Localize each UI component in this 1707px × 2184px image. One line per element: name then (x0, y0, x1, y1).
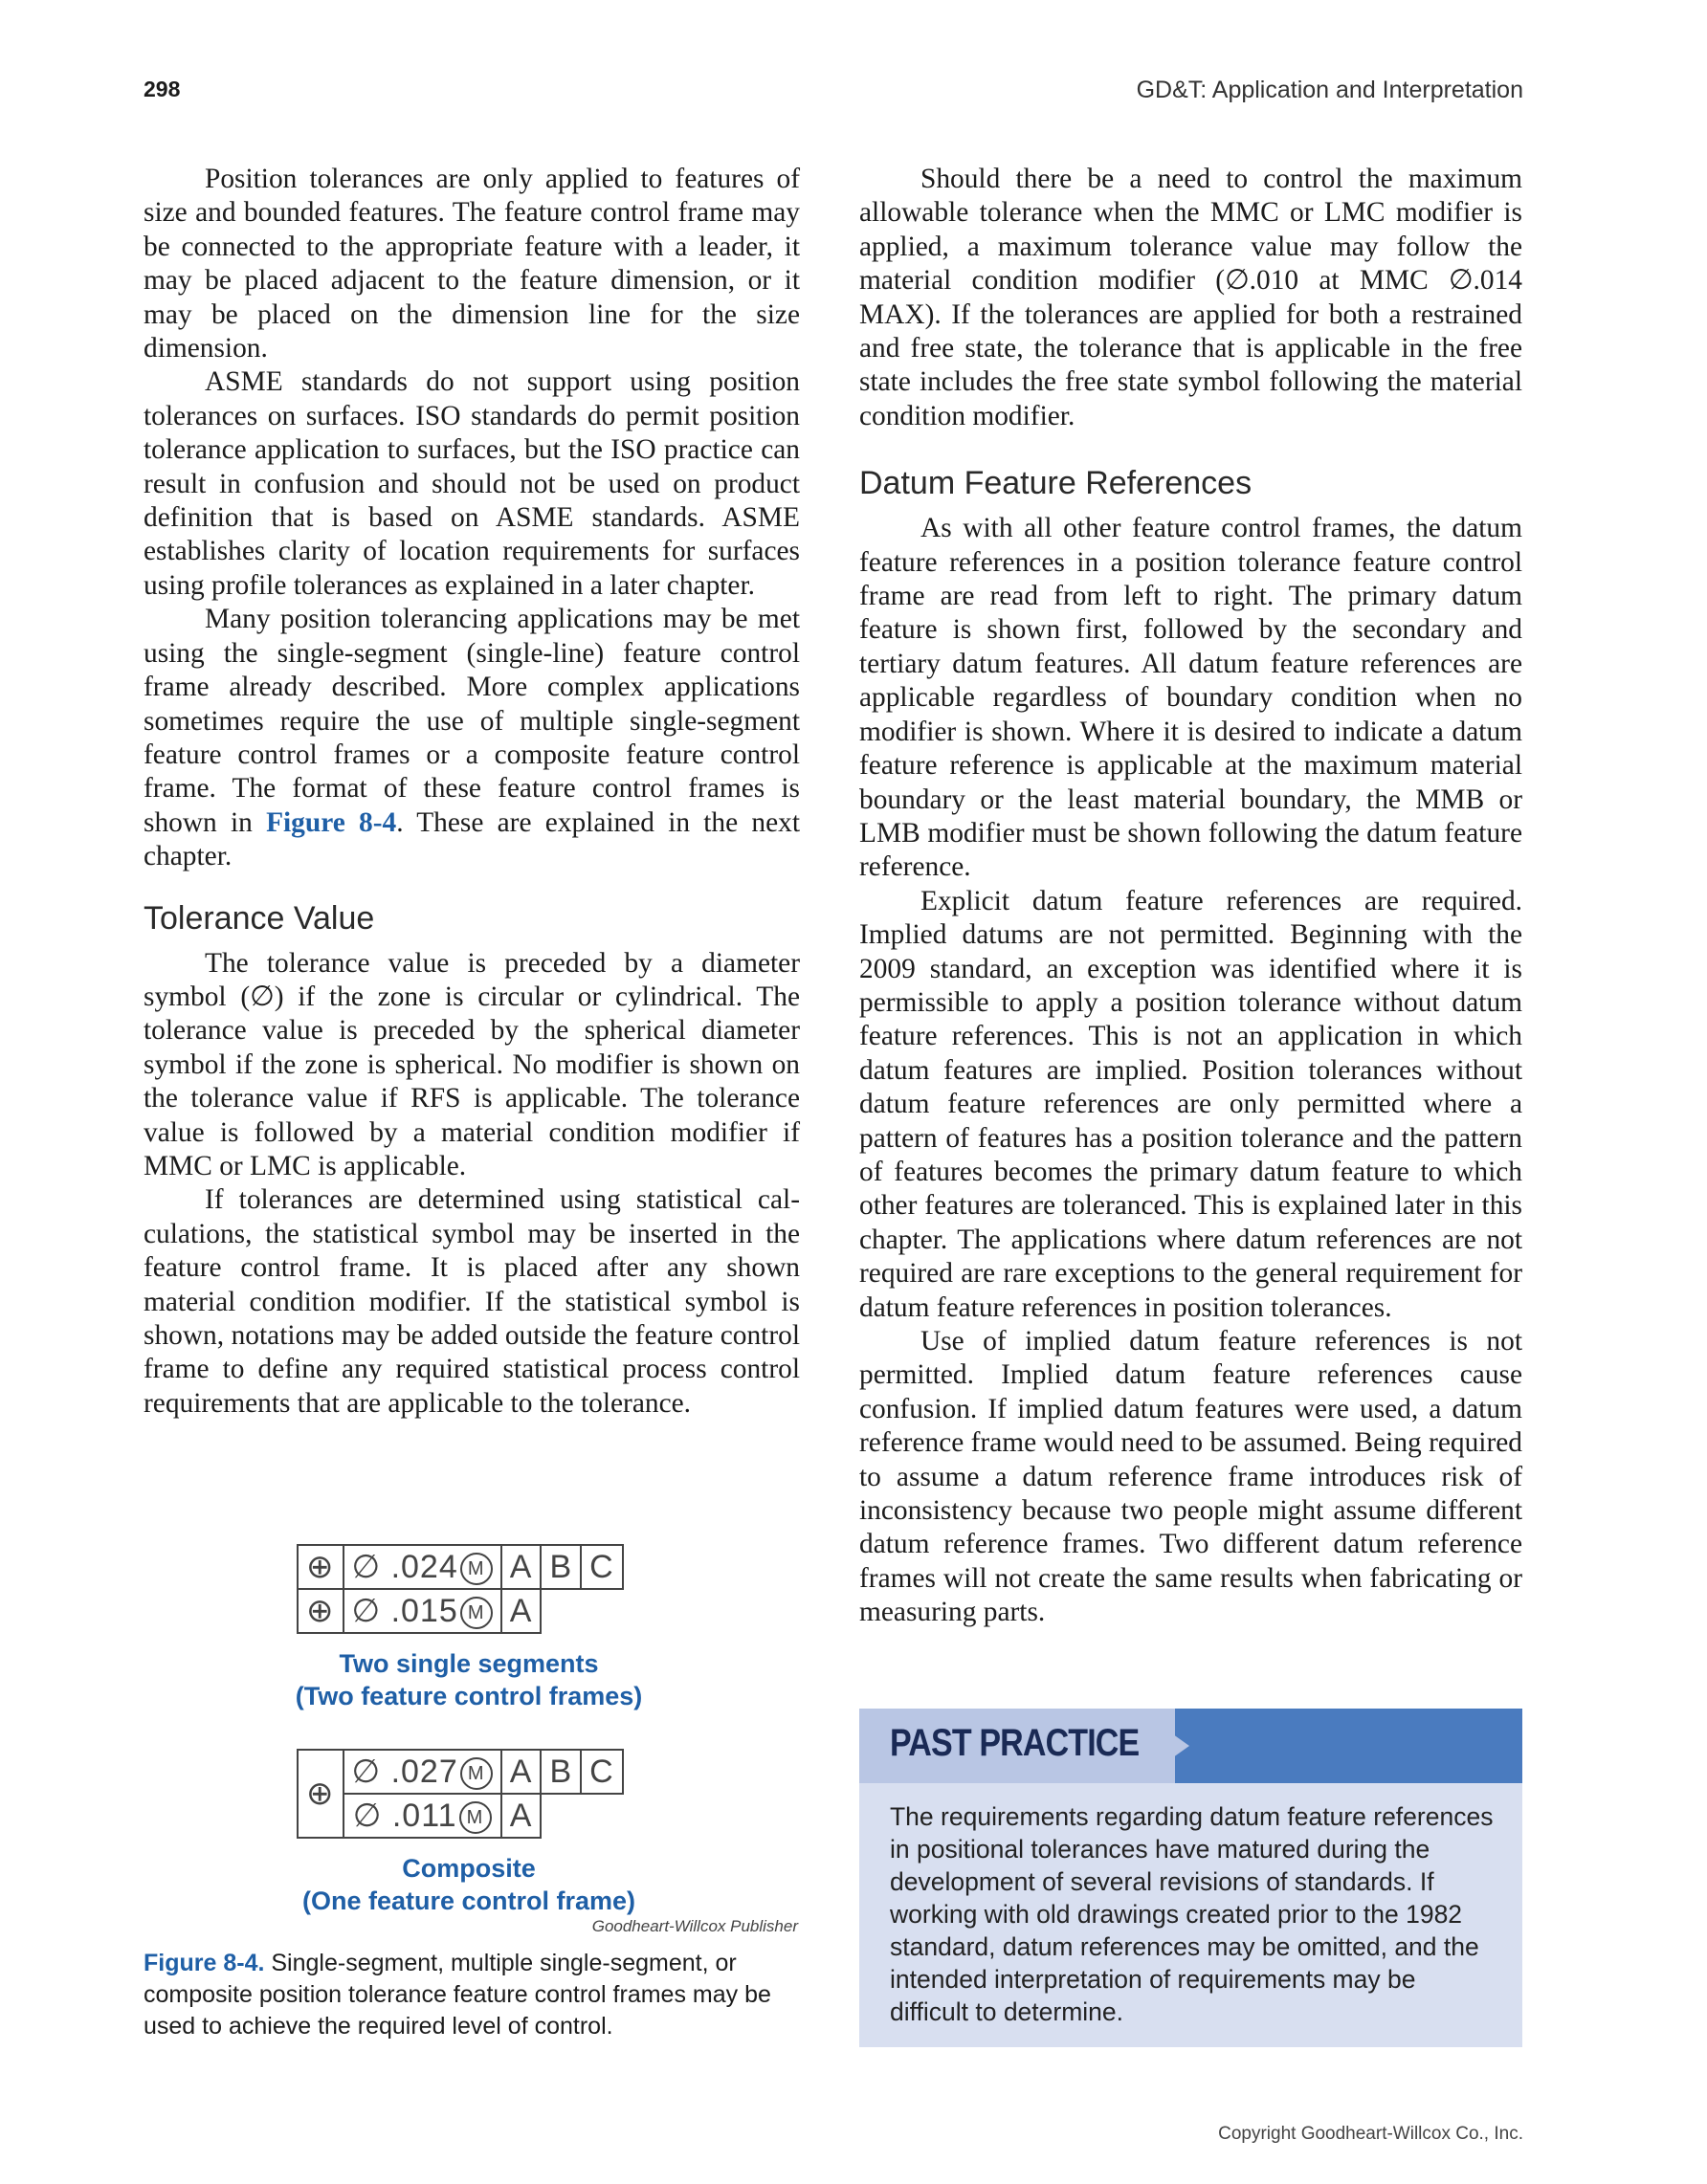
tolerance-value: .011 (391, 1798, 457, 1834)
paragraph: If tolerances are determined using statistical calculations, the statistical symbol may be inserted in the feature control frame. It is placed after any shown material condition modifier. If the statistical symbol is shown, notations may be added outside the feature control frame to define any required statistical process control requirements that are applicable to the tolerance. (144, 1184, 800, 1419)
paragraph: Should there be a need to control the maximum allowable tolerance when the MMC or LMC modifier is applied, a maximum tolerance value may follow the material condition modifier (∅.010 at MMC ∅.014 MAX). If the tolerances are applied for both a restrained and free state, the tolerance that is applicable in the free state includes the free state symbol following the material condition modifier. (859, 164, 1522, 431)
tolerance-value: .027 (390, 1754, 458, 1790)
datum-cell: A (501, 1750, 542, 1794)
subcaption-line: Composite (402, 1854, 536, 1883)
figure-caption-text: Single-segment, multiple single-segment, or composite position tolerance feature control frames may be used to achieve the required level of control. (144, 1950, 771, 2040)
section-heading: Datum Feature References (859, 465, 1253, 502)
paragraph: Position tolerances are only applied to features of size and bounded features. The feature control frame may be connected to the appropriate feature with a leader, it may be placed adjacent to the feature dimension, or it may be placed on the dimension line for the size dimension. (144, 164, 800, 364)
tolerance-value: .024 (390, 1549, 458, 1585)
empty-cell (541, 1794, 581, 1838)
tolerance-cell (344, 1589, 501, 1633)
fcf-row (298, 1545, 623, 1589)
figure-reference-link[interactable]: Figure 8-4 (266, 806, 397, 838)
left-column (144, 163, 800, 1421)
fcf-row (298, 1794, 623, 1838)
subcaption-line: (Two feature control frames) (295, 1682, 643, 1710)
copyright: Copyright Goodheart-Willcox Co., Inc. (1218, 2124, 1523, 2144)
figure-subcaption (182, 1852, 756, 1917)
tolerance-value: .015 (390, 1593, 458, 1629)
paragraph: Use of implied datum feature references is not permitted. Implied datum feature references cause confusion. If implied datum features were used, a datum reference frame would need to be assumed. Being required to assume a datum reference frame introduces risk of inconsistency because two people might assume different datum reference frames. Two different datum reference frames will not create the same results when fabricating or measuring parts. (859, 1326, 1522, 1628)
fcf-row (298, 1589, 623, 1633)
mmc-modifier-icon: M (459, 1801, 492, 1834)
empty-cell (541, 1589, 581, 1633)
figure-subcaption (182, 1647, 756, 1712)
paragraph (144, 603, 800, 873)
sidebar-body: The requirements regarding datum feature references in positional tolerances have matured during the development of several revisions of standards. If working with old drawings created prior to the 1982 standard, datum references may be omitted, and the intended interpretation of requirements may be difficult to determine. (890, 1802, 1494, 2026)
right-column (859, 163, 1522, 1630)
empty-cell (581, 1794, 623, 1838)
figure-caption (144, 1948, 804, 2042)
datum-cell: C (581, 1545, 623, 1589)
paragraph-text: . These are explained in the next chapter. (144, 806, 800, 872)
section-heading: Tolerance Value (144, 899, 375, 937)
diameter-symbol: ∅ (351, 1549, 382, 1585)
datum-cell: A (501, 1794, 542, 1838)
mmc-modifier-icon: M (460, 1597, 493, 1629)
tolerance-cell (344, 1794, 501, 1838)
mmc-modifier-icon: M (460, 1757, 493, 1790)
running-head: GD&T: Application and Interpretation (1136, 77, 1523, 103)
figure-credit: Goodheart-Willcox Publisher (591, 1917, 798, 1935)
sidebar-title: PAST PRACTICE (890, 1722, 1140, 1764)
tolerance-cell (344, 1545, 501, 1589)
position-symbol-icon: ⊕ (298, 1545, 344, 1589)
feature-control-frame-composite (297, 1749, 624, 1839)
datum-cell: B (541, 1750, 581, 1794)
past-practice-sidebar (859, 1709, 1522, 2047)
diameter-symbol: ∅ (351, 1754, 382, 1790)
page-number: 298 (144, 77, 181, 101)
datum-cell: C (581, 1750, 623, 1794)
position-symbol-icon: ⊕ (298, 1750, 344, 1838)
paragraph: As with all other feature control frames, the datum feature references in a position tolerance feature control frame are read from left to right. The primary datum feature is shown first, followed by the secondary and tertiary datum features. All datum feature references are applicable regardless of boundary condition when no modifier is shown. Where it is desired to indicate a datum feature reference is applicable at the maximum material boundary or the least material boundary, the MMB or LMB modifier must be shown following the datum feature reference. (859, 513, 1522, 883)
position-symbol-icon: ⊕ (298, 1589, 344, 1633)
subcaption-line: Two single segments (339, 1649, 599, 1678)
feature-control-frame-single-segments (297, 1544, 624, 1634)
mmc-modifier-icon: M (460, 1553, 493, 1585)
datum-cell: A (501, 1589, 542, 1633)
sidebar-arrow-icon (1137, 1709, 1189, 1783)
fcf-row (298, 1750, 623, 1794)
paragraph: The tolerance value is preceded by a diameter symbol (∅) if the zone is circular or cylindrical. The tolerance value is preceded by the spherical diameter symbol if the zone is spherical. No modifier is shown on the tolerance value if RFS is applicable. The tolerance value is followed by a material condition modifier if MMC or LMC is applicable. (144, 947, 800, 1181)
sidebar-header (859, 1709, 1522, 1783)
tolerance-cell (344, 1750, 501, 1794)
subcaption-line: (One feature control frame) (301, 1886, 636, 1915)
figure-label: Figure 8-4. (144, 1950, 265, 1976)
datum-cell: A (501, 1545, 542, 1589)
diameter-symbol: ∅ (351, 1593, 382, 1629)
paragraph-text: Many position tolerancing applications may be met using the single-segment (single-line) feature control frame already described. More complex applications sometimes require the use of multiple single-segment feature control frames or a composite feature control frame. The format of these feature control frames is shown in (144, 604, 800, 838)
paragraph: Explicit datum feature references are required. Implied datums are not permitted. Beginning with the 2009 standard, an exception was identified where it is permissible to apply a position tolerance without datum feature references. This is not an application in which datum features are implied. Position tolerances without datum feature references are only permitted where a pattern of features has a position tolerance and the pattern of features becomes the primary datum feature to which other features are toleranced. This is explained later in this chapter. The applications where datum references are not required are rare exceptions to the general requirement for datum feature references in position tolerances. (859, 885, 1522, 1323)
paragraph: ASME standards do not support using position tolerances on surfaces. ISO standards do permit position tolerance application to surfaces, but the ISO practice can result in confusion and should not be used on product definition that is based on ASME standards. ASME establishes clarity of location requirements for surfaces using profile tolerances as explained in a later chapter. (144, 366, 800, 601)
empty-cell (581, 1589, 623, 1633)
diameter-symbol: ∅ (352, 1798, 383, 1834)
datum-cell: B (541, 1545, 581, 1589)
